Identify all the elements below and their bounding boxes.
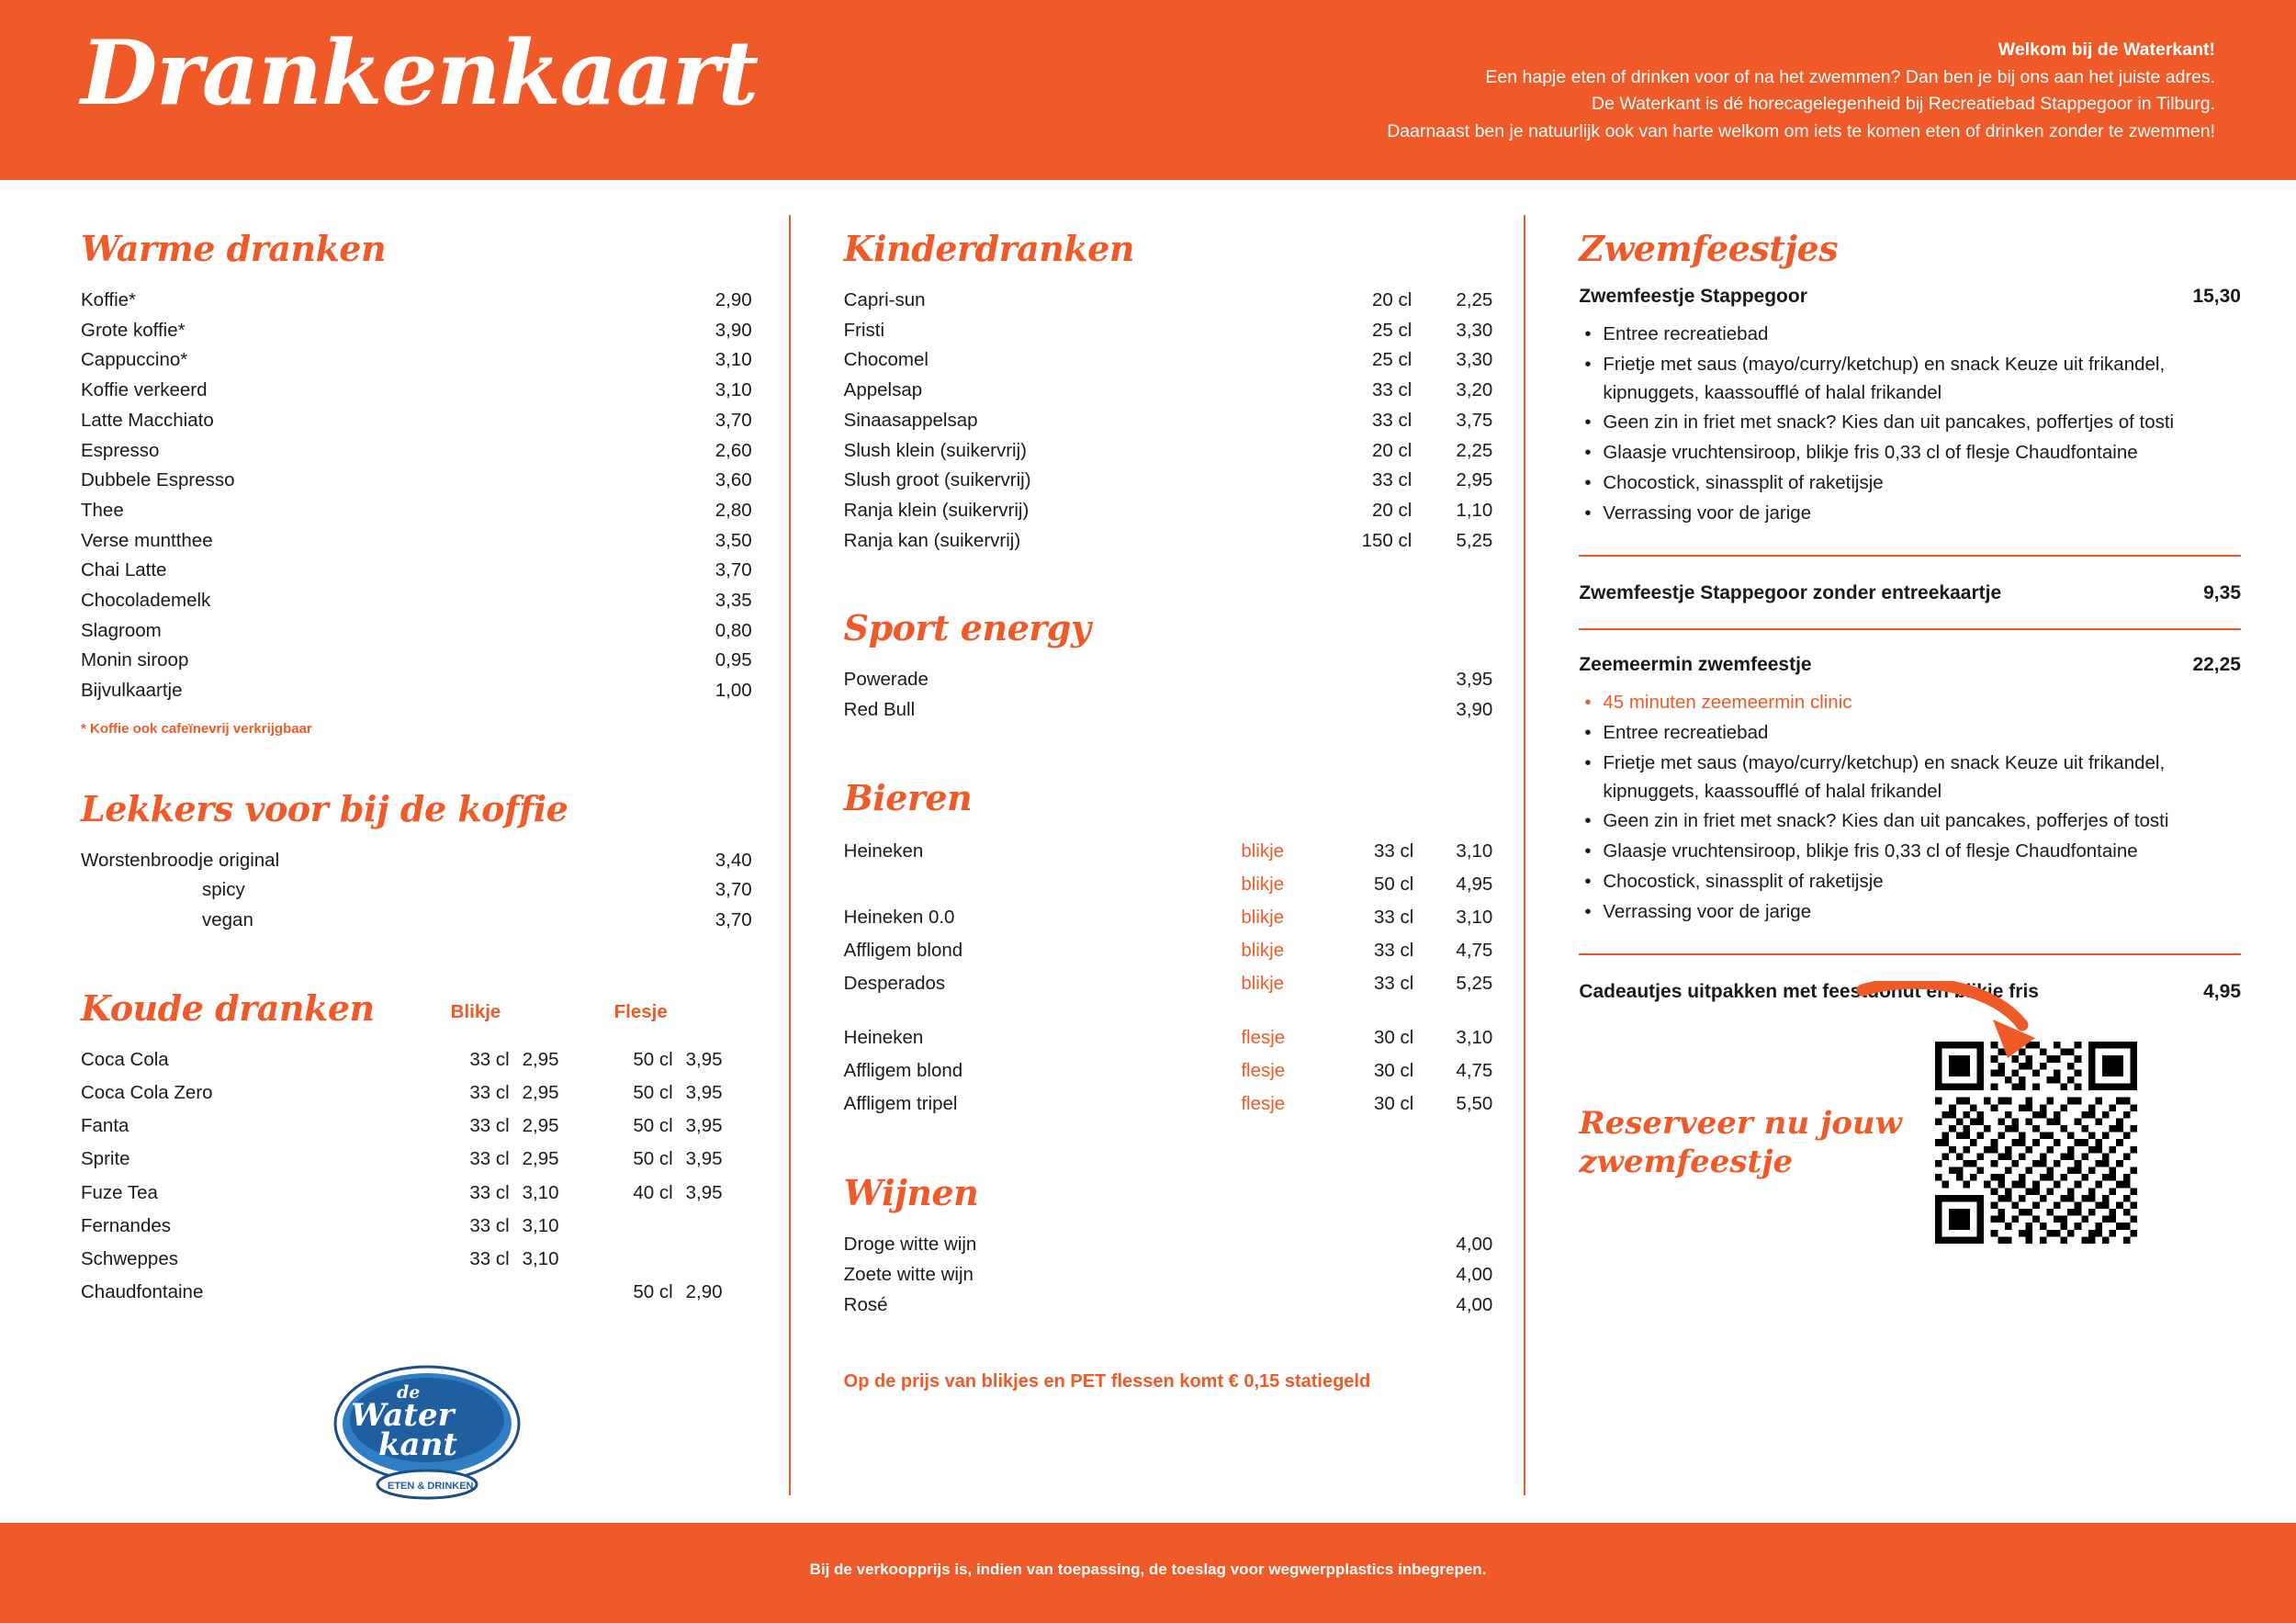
item-name: Fuze Tea	[81, 1181, 158, 1203]
item-price: 4,00	[1456, 1293, 1493, 1315]
item-name: vegan	[202, 909, 253, 931]
item-price-can: 3,10	[522, 1214, 559, 1236]
item-name: Fristi	[843, 319, 885, 341]
item-name: Slagroom	[81, 619, 162, 641]
list-item	[844, 1054, 1493, 1088]
item-price: 4,75	[1456, 940, 1493, 962]
item-volume: 33 cl	[1372, 469, 1412, 491]
item-price: 3,10	[1456, 1026, 1493, 1048]
item-price: 3,35	[715, 589, 752, 611]
party-2-price: 9,35	[2203, 582, 2241, 604]
list-item	[81, 556, 752, 586]
list-item	[81, 406, 752, 436]
item-price: 3,70	[715, 409, 752, 431]
page-footer	[0, 1523, 2296, 1623]
list-item: • Glaasje vruchtensiroop, blikje fris 0,33 cl of flesje Chaudfontaine	[1579, 439, 2241, 468]
item-name: Slush klein (suikervrij)	[843, 439, 1027, 461]
item-price: 5,25	[1456, 973, 1493, 995]
item-volume-can: 33 cl	[469, 1115, 510, 1137]
item-name: Coca Cola	[81, 1048, 169, 1070]
item-volume-bottle: 50 cl	[633, 1115, 673, 1137]
item-name: Cappuccino*	[81, 349, 188, 371]
item-volume: 33 cl	[1374, 973, 1414, 995]
item-name: Droge witte wijn	[843, 1234, 977, 1256]
footer-text: Bij de verkoopprijs is, indien van toepassing, de toeslag voor wegwerpplastics inbegrepen.	[809, 1560, 1487, 1578]
list-item: • Entree recreatiebad	[1579, 321, 2241, 349]
svg-text:ETEN & DRINKEN: ETEN & DRINKEN	[388, 1481, 474, 1492]
item-name: Powerade	[843, 669, 929, 691]
party-divider-2	[1579, 628, 2241, 630]
item-name: Worstenbroodje original	[81, 849, 280, 871]
list-item	[81, 496, 752, 526]
item-name: Rosé	[843, 1293, 888, 1315]
list-item: • Glaasje vruchtensiroop, blikje fris 0,33 cl of flesje Chaudfontaine	[1579, 838, 2241, 866]
item-price-can: 2,95	[522, 1048, 559, 1070]
welcome-line-2: De Waterkant is dé horecagelegenheid bij Recreatiebad Stappegoor in Tilburg.	[1592, 94, 2215, 115]
item-volume: 20 cl	[1372, 289, 1412, 311]
section-title-koude-dranken: Koude dranken	[81, 986, 375, 1029]
item-price-bottle: 3,95	[685, 1048, 723, 1070]
list-item	[81, 316, 752, 346]
list-item: • Frietje met saus (mayo/curry/ketchup) en snack Keuze uit frikandel, kipnuggets, kaassoufflé of halal frikandel	[1579, 351, 2241, 408]
list-item: • Chocostick, sinassplit of raketijsje	[1579, 469, 2241, 498]
party-3-bullets	[1579, 689, 2241, 926]
list-item	[81, 526, 752, 557]
column-header-flesje: Flesje	[613, 1000, 668, 1022]
list-warme-dranken	[81, 286, 752, 706]
item-name: Schweppes	[81, 1247, 178, 1269]
item-price: 4,00	[1456, 1263, 1493, 1285]
item-price: 3,20	[1456, 379, 1493, 401]
list-item	[844, 901, 1493, 934]
list-item: • Geen zin in friet met snack? Kies dan uit pancakes, pofferjes of tosti	[1579, 807, 2241, 836]
section-title-warme-dranken: Warme dranken	[81, 228, 387, 269]
item-volume: 33 cl	[1374, 907, 1414, 929]
item-name: Grote koffie*	[81, 319, 186, 341]
item-name: Heineken	[843, 840, 924, 862]
item-price: 0,80	[715, 619, 752, 641]
list-item	[844, 835, 1493, 868]
item-price: 3,10	[1456, 907, 1493, 929]
item-volume-bottle: 50 cl	[633, 1048, 673, 1070]
list-item	[81, 1076, 752, 1110]
item-price: 3,70	[715, 909, 752, 931]
item-name: Coca Cola Zero	[81, 1081, 213, 1103]
item-volume: 50 cl	[1374, 873, 1414, 895]
list-item	[844, 1088, 1493, 1121]
item-name: Fanta	[81, 1115, 129, 1137]
party-4-price: 4,95	[2203, 981, 2241, 1003]
item-price: 5,25	[1456, 529, 1493, 551]
logo-graphic	[331, 1354, 523, 1501]
item-price: 2,25	[1456, 289, 1493, 311]
welcome-line-3: Daarnaast ben je natuurlijk ook van harte welkom om iets te komen eten of drinken zonder te zwemmen!	[1387, 120, 2215, 141]
section-title-kinderdranken: Kinderdranken	[843, 228, 1134, 269]
list-item	[81, 646, 752, 676]
item-volume: 30 cl	[1374, 1026, 1414, 1048]
item-name: Monin siroop	[81, 649, 189, 671]
item-price: 3,95	[1456, 669, 1493, 691]
reservation-text	[1579, 1104, 1909, 1182]
reservation-line-1: Reserveer nu jouw	[1579, 1104, 1902, 1142]
item-price: 1,00	[715, 680, 752, 702]
coffee-footnote: * Koffie ook cafeïnevrij verkrijgbaar	[81, 720, 312, 737]
item-price: 3,40	[715, 849, 752, 871]
section-title-zwemfeestjes: Zwemfeestjes	[1579, 228, 1839, 269]
party-3-price: 22,25	[2192, 654, 2241, 676]
item-price: 2,60	[715, 439, 752, 461]
item-name: Verse muntthee	[81, 529, 213, 551]
item-volume: 33 cl	[1372, 379, 1412, 401]
item-volume-bottle: 50 cl	[633, 1148, 673, 1170]
item-price-bottle: 3,95	[685, 1148, 723, 1170]
item-price-can: 3,10	[522, 1247, 559, 1269]
list-item	[844, 316, 1493, 346]
item-name: Ranja kan (suikervrij)	[843, 529, 1021, 551]
list-koude-dranken	[81, 1043, 752, 1310]
list-item	[81, 1110, 752, 1143]
party-1-name: Zwemfeestje Stappegoor	[1579, 286, 1807, 307]
section-title-wijnen: Wijnen	[843, 1172, 979, 1214]
item-price: 5,50	[1456, 1092, 1493, 1114]
list-item: • Verrassing voor de jarige	[1579, 500, 2241, 528]
item-name: Chocomel	[843, 349, 929, 371]
svg-text:de: de	[397, 1382, 421, 1403]
list-item	[81, 846, 752, 876]
list-item	[81, 1143, 752, 1176]
item-name: Latte Macchiato	[81, 409, 214, 431]
item-price: 3,30	[1456, 319, 1493, 341]
item-container: blikje	[1241, 973, 1285, 995]
list-item	[844, 376, 1493, 406]
list-item: • Entree recreatiebad	[1579, 719, 2241, 748]
item-price: 3,70	[715, 559, 752, 581]
item-name: Affligem blond	[843, 1059, 963, 1081]
item-volume: 33 cl	[1374, 940, 1414, 962]
column-swim-parties	[1525, 180, 2296, 1523]
list-item	[81, 616, 752, 647]
item-price: 2,25	[1456, 439, 1493, 461]
list-item: • Chocostick, sinassplit of raketijsje	[1579, 868, 2241, 896]
item-volume: 150 cl	[1361, 529, 1412, 551]
item-price: 3,90	[1456, 698, 1493, 720]
item-price: 2,95	[1456, 469, 1493, 491]
item-volume-bottle: 50 cl	[633, 1281, 673, 1303]
item-name: Desperados	[843, 973, 946, 995]
item-name: spicy	[202, 879, 245, 901]
item-price-bottle: 3,95	[685, 1181, 723, 1203]
list-bieren-flesjes	[844, 1021, 1493, 1121]
svg-text:Water: Water	[351, 1397, 455, 1434]
welcome-headline: Welkom bij de Waterkant!	[1998, 39, 2215, 60]
list-item	[844, 466, 1493, 496]
item-container: flesje	[1241, 1059, 1286, 1081]
list-item	[81, 1210, 752, 1243]
party-1-bullets	[1579, 321, 2241, 527]
item-price-can: 2,95	[522, 1115, 559, 1137]
item-name: Chocolademelk	[81, 589, 211, 611]
list-item	[844, 665, 1493, 695]
list-item	[844, 1021, 1493, 1054]
section-title-bieren: Bieren	[843, 776, 973, 818]
item-name: Koffie*	[81, 289, 137, 311]
item-container: flesje	[1241, 1026, 1286, 1048]
list-item	[844, 1290, 1493, 1320]
item-name: Red Bull	[843, 698, 916, 720]
item-price: 3,10	[715, 379, 752, 401]
list-wijnen	[844, 1230, 1493, 1320]
item-price: 2,80	[715, 499, 752, 521]
arrow-icon	[1855, 981, 2048, 1068]
list-item	[844, 286, 1493, 316]
item-price: 3,50	[715, 529, 752, 551]
item-price: 3,30	[1456, 349, 1493, 371]
list-bieren-blikjes	[844, 835, 1493, 1001]
list-item	[844, 406, 1493, 436]
item-name: Espresso	[81, 439, 160, 461]
item-price-bottle: 3,95	[685, 1115, 723, 1137]
menu-body	[0, 180, 2296, 1523]
list-item	[81, 345, 752, 376]
list-item: • Verrassing voor de jarige	[1579, 898, 2241, 927]
party-divider-1	[1579, 555, 2241, 557]
list-item	[81, 1276, 752, 1309]
item-volume: 30 cl	[1374, 1059, 1414, 1081]
item-name: Appelsap	[843, 379, 923, 401]
qr-code-graphic[interactable]	[1935, 1042, 2137, 1244]
list-item	[81, 906, 752, 936]
item-name: Koffie verkeerd	[81, 379, 208, 401]
item-container: blikje	[1241, 940, 1285, 962]
item-volume: 25 cl	[1372, 349, 1412, 371]
item-price: 3,90	[715, 319, 752, 341]
list-item	[81, 586, 752, 616]
page-header	[0, 0, 2296, 180]
item-volume-can: 33 cl	[469, 1148, 510, 1170]
list-item	[81, 286, 752, 316]
item-name: Affligem tripel	[843, 1092, 958, 1114]
item-volume-bottle: 40 cl	[633, 1181, 673, 1203]
item-price: 3,10	[715, 349, 752, 371]
item-name: Fernandes	[81, 1214, 172, 1236]
item-price: 4,00	[1456, 1234, 1493, 1256]
list-item	[844, 1230, 1493, 1260]
item-container: blikje	[1241, 840, 1285, 862]
item-volume: 25 cl	[1372, 319, 1412, 341]
list-item	[81, 1176, 752, 1209]
item-name: Dubbele Espresso	[81, 469, 235, 491]
list-item	[844, 1260, 1493, 1291]
item-volume-can: 33 cl	[469, 1181, 510, 1203]
item-name: Thee	[81, 499, 124, 521]
item-volume-can: 33 cl	[469, 1247, 510, 1269]
party-3-header	[1579, 654, 2241, 676]
list-kinderdranken	[844, 286, 1493, 556]
list-item	[844, 695, 1493, 726]
list-item	[81, 435, 752, 466]
item-volume-can: 33 cl	[469, 1214, 510, 1236]
reservation-block	[1579, 1034, 2241, 1251]
item-price: 0,95	[715, 649, 752, 671]
item-volume: 33 cl	[1374, 840, 1414, 862]
item-name: Chaudfontaine	[81, 1281, 204, 1303]
list-item	[844, 868, 1493, 901]
item-name: Slush groot (suikervrij)	[843, 469, 1031, 491]
item-price-can: 3,10	[522, 1181, 559, 1203]
list-item: • 45 minuten zeemeermin clinic	[1579, 689, 2241, 717]
list-item: • Frietje met saus (mayo/curry/ketchup) en snack Keuze uit frikandel, kipnuggets, kaassoufflé of halal frikandel	[1579, 750, 2241, 806]
welcome-line-1: Een hapje eten of drinken voor of na het zwemmen? Dan ben je bij ons aan het juiste adres.	[1485, 66, 2215, 87]
list-item	[81, 376, 752, 406]
item-container: blikje	[1241, 907, 1285, 929]
list-item	[844, 496, 1493, 526]
item-name: Ranja klein (suikervrij)	[843, 499, 1030, 521]
party-divider-3	[1579, 953, 2241, 955]
item-container: flesje	[1241, 1092, 1286, 1114]
list-item	[81, 1243, 752, 1276]
list-item	[844, 345, 1493, 376]
item-volume-can: 33 cl	[469, 1048, 510, 1070]
list-item	[81, 875, 752, 906]
item-price: 2,90	[715, 289, 752, 311]
item-price-bottle: 3,95	[685, 1081, 723, 1103]
item-price: 3,60	[715, 469, 752, 491]
item-volume-bottle: 50 cl	[633, 1081, 673, 1103]
item-price: 4,95	[1456, 873, 1493, 895]
item-name: Heineken 0.0	[843, 907, 955, 929]
column-header-blikje: Blikje	[450, 1000, 501, 1022]
party-1-header	[1579, 286, 2241, 308]
deposit-note: Op de prijs van blikjes en PET flessen komt € 0,15 statiegeld	[843, 1371, 1371, 1392]
welcome-text	[1387, 0, 2296, 146]
item-name: Affligem blond	[843, 940, 963, 962]
party-2-name: Zwemfeestje Stappegoor zonder entreekaartje	[1579, 582, 2002, 604]
item-name: Sprite	[81, 1148, 130, 1170]
list-item	[81, 676, 752, 706]
list-item	[844, 435, 1493, 466]
list-item: • Geen zin in friet met snack? Kies dan uit pancakes, poffertjes of tosti	[1579, 409, 2241, 437]
party-2-header	[1579, 582, 2241, 604]
item-volume: 33 cl	[1372, 409, 1412, 431]
item-name: Zoete witte wijn	[843, 1263, 974, 1285]
section-title-lekkers: Lekkers voor bij de koffie	[81, 787, 568, 829]
item-name: Chai Latte	[81, 559, 167, 581]
item-price: 3,75	[1456, 409, 1493, 431]
list-item	[81, 1043, 752, 1076]
item-price-can: 2,95	[522, 1081, 559, 1103]
waterkant-logo	[331, 1354, 523, 1501]
list-item	[844, 526, 1493, 557]
item-name: Bijvulkaartje	[81, 680, 183, 702]
list-item	[844, 934, 1493, 967]
item-name: Heineken	[843, 1026, 924, 1048]
svg-text:kant: kant	[378, 1426, 458, 1463]
item-container: blikje	[1241, 873, 1285, 895]
item-price: 3,70	[715, 879, 752, 901]
list-sport-energy	[844, 665, 1493, 725]
section-title-sport-energy: Sport energy	[843, 607, 1091, 649]
party-3-name: Zeemeermin zwemfeestje	[1579, 654, 1812, 676]
list-item	[81, 466, 752, 496]
item-price: 3,10	[1456, 840, 1493, 862]
page-title: Drankenkaart	[81, 21, 759, 125]
item-name: Sinaasappelsap	[843, 409, 978, 431]
reservation-line-2: zwemfeestje	[1579, 1144, 1794, 1181]
list-lekkers	[81, 846, 752, 936]
item-price: 4,75	[1456, 1059, 1493, 1081]
item-price-bottle: 2,90	[685, 1281, 723, 1303]
item-volume: 30 cl	[1374, 1092, 1414, 1114]
item-volume: 20 cl	[1372, 439, 1412, 461]
item-volume: 20 cl	[1372, 499, 1412, 521]
item-volume-can: 33 cl	[469, 1081, 510, 1103]
column-warm-cold-drinks	[0, 180, 789, 1523]
item-price: 1,10	[1456, 499, 1493, 521]
item-price-can: 2,95	[522, 1148, 559, 1170]
list-item	[844, 967, 1493, 1000]
party-4-name: Cadeautjes uitpakken met feestdonut en blikje fris	[1579, 981, 2039, 1003]
item-name: Capri-sun	[843, 289, 926, 311]
column-kids-sport-beer-wine	[791, 180, 1525, 1523]
party-1-price: 15,30	[2192, 286, 2241, 307]
